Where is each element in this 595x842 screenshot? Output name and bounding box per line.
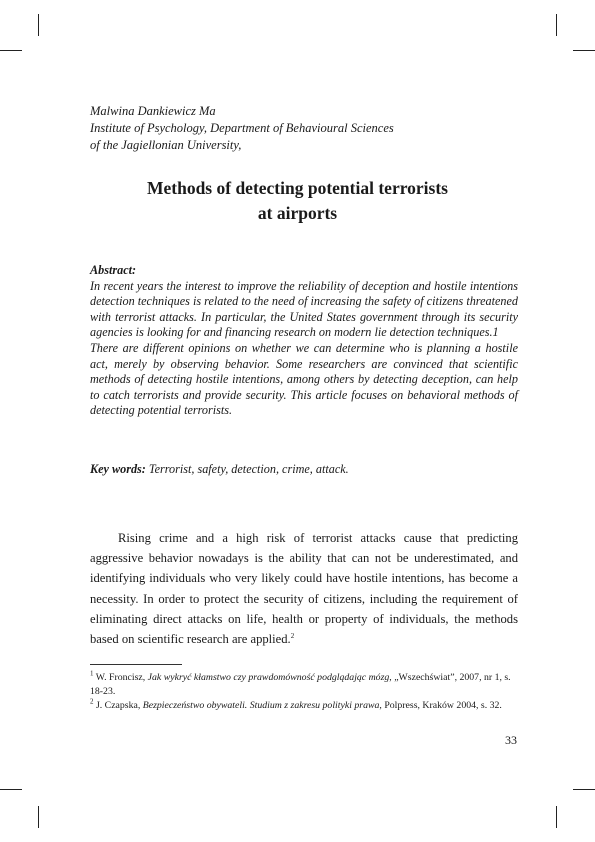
crop-mark-top-right bbox=[556, 14, 557, 36]
body-section bbox=[90, 528, 518, 649]
article-title bbox=[60, 176, 535, 226]
footnote-separator bbox=[90, 664, 182, 665]
footnote-2-rest: , Polpress, Kraków 2004, s. 32. bbox=[379, 700, 502, 711]
crop-mark-right-bottom bbox=[573, 789, 595, 790]
crop-mark-top-left bbox=[38, 14, 39, 36]
footnote-ref-2: 2 bbox=[290, 631, 295, 640]
abstract-section bbox=[90, 263, 518, 419]
crop-mark-bottom-left bbox=[38, 806, 39, 828]
author-name: Malwina Dankiewicz Ma bbox=[90, 104, 216, 118]
footnote-2-author: J. Czapska, bbox=[95, 700, 143, 711]
footnote-1-rest: , „Wszechświat”, 2007, nr 1, s. 18-23. bbox=[90, 672, 511, 697]
crop-mark-left-top bbox=[0, 50, 22, 51]
body-paragraph-1 bbox=[90, 528, 518, 649]
abstract-paragraph-1: In recent years the interest to improve the reliability of deception and hostile intentions detection techniques is related to the need of increasing the safety of citizens threatened with terrorist attacks. In particular, the United States government through its security agencies is looking for and financing research on modern lie detection techniques.1 bbox=[90, 278, 518, 340]
footnote-1-number: 1 bbox=[90, 669, 94, 678]
footnote-1-author: W. Froncisz, bbox=[95, 672, 148, 683]
footnote-1 bbox=[90, 671, 518, 699]
keywords-text: Terrorist, safety, detection, crime, attack. bbox=[148, 462, 349, 476]
footnote-2 bbox=[90, 699, 518, 713]
body-paragraph-1-text: Rising crime and a high risk of terrorist attacks cause that predicting aggressive behavior nowadays is the ability that can not be underestimated, and identifying individuals who very likely could have hostile intentions, has become a necessity. In order to protect the security of citizens, including the requirement of eliminating direct attacks on life, health or property of individuals, the methods based on scientific research are applied. bbox=[90, 531, 518, 647]
author-block bbox=[90, 103, 510, 154]
footnote-2-number: 2 bbox=[90, 697, 94, 706]
abstract-heading: Abstract: bbox=[90, 263, 137, 277]
keywords-section bbox=[90, 462, 518, 478]
crop-mark-bottom-right bbox=[556, 806, 557, 828]
footnote-1-title: Jak wykryć kłamstwo czy prawdomówność podglądając mózg bbox=[147, 672, 390, 683]
page-number: 33 bbox=[505, 733, 517, 747]
title-line-1: Methods of detecting potential terrorists bbox=[146, 178, 448, 198]
crop-mark-left-bottom bbox=[0, 789, 22, 790]
footnote-2-title: Bezpieczeństwo obywateli. Studium z zakresu polityki prawa bbox=[142, 700, 380, 711]
footnotes-section bbox=[90, 671, 518, 713]
affiliation-line-1: Institute of Psychology, Department of Behavioural Sciences bbox=[90, 121, 394, 135]
abstract-paragraph-2: There are different opinions on whether we can determine who is planning a hostile act, merely by observing behavior. Some researchers are convinced that scientific methods of detecting hostile intentions, among others by detecting deception, can help to catch terrorists and provide security. This article focuses on behavioral methods of detecting potential terrorists. bbox=[90, 340, 518, 418]
crop-mark-right-top bbox=[573, 50, 595, 51]
title-line-2: at airports bbox=[257, 203, 338, 223]
affiliation-line-2: of the Jagiellonian University, bbox=[90, 138, 242, 152]
keywords-label: Key words: bbox=[90, 462, 146, 476]
